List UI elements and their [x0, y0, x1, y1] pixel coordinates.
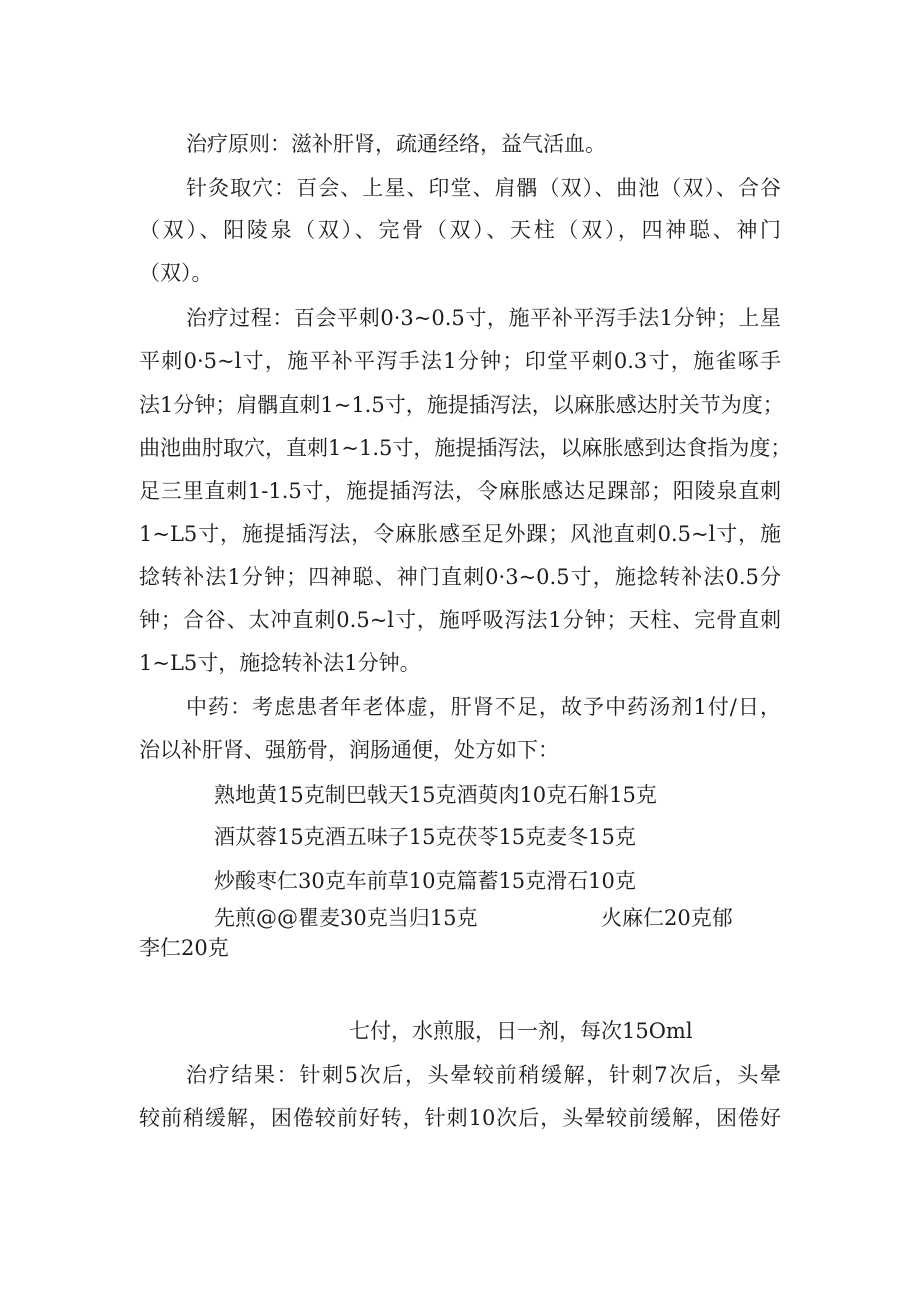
process-line-4: 曲池曲肘取穴，直刺1~1.5寸，施提插泻法，以麻胀感到达食指为度；	[139, 436, 792, 460]
process-line-3: 法1分钟；肩髃直刺1~1.5寸，施提插泻法，以麻胀感达肘关节为度；	[139, 393, 784, 417]
prescription-line-1: 熟地黄15克制巴戟天15克酒萸肉10克石斛15克	[214, 783, 657, 807]
prescription-line-5: 李仁20克	[139, 936, 229, 960]
prescription-line-2: 酒苁蓉15克酒五味子15克茯苓15克麦冬15克	[214, 825, 636, 849]
process-line-7: 捻转补法1分钟；四神聪、神门直刺0·3~0.5寸，施捻转补法0.5分	[139, 565, 781, 589]
process-line-8: 钟；合谷、太冲直刺0.5~l寸，施呼吸泻法1分钟；天柱、完骨直刺	[139, 608, 781, 632]
herbal-line-1: 中药：考虑患者年老体虚，肝肾不足，故予中药汤剂1付/日，	[186, 695, 781, 719]
acupoints-line-1: 针灸取穴：百会、上星、印堂、肩髃（双）、曲池（双）、合谷	[186, 176, 781, 200]
prescription-line-4a: 先煎@@瞿麦30克当归15克	[214, 906, 478, 930]
process-line-2: 平刺0·5~l寸，施平补平泻手法1分钟；印堂平刺0.3寸，施雀啄手	[139, 349, 781, 373]
process-line-1: 治疗过程：百会平刺0·3~0.5寸，施平补平泻手法1分钟；上星	[186, 306, 781, 330]
process-line-5: 足三里直刺1-1.5寸，施提插泻法，令麻胀感达足踝部；阳陵泉直刺	[139, 479, 781, 503]
result-line-1: 治疗结果：针刺5次后，头晕较前稍缓解，针刺7次后，头晕	[186, 1063, 781, 1087]
herbal-line-2: 治以补肝肾、强筋骨，润肠通便，处方如下：	[139, 738, 559, 762]
acupoints-line-3: （双）。	[139, 261, 213, 285]
prescription-line-4b: 火麻仁20克郁	[601, 906, 733, 930]
process-line-6: 1~L5寸，施提插泻法，令麻胀感至足外踝；风池直刺0.5~l寸，施	[139, 522, 781, 546]
process-line-9: 1~L5寸，施捻转补法1分钟。	[139, 651, 421, 675]
acupoints-line-2: （双）、阳陵泉（双）、完骨（双）、天柱（双），四神聪、神门	[139, 218, 781, 242]
dosage-line: 七付，水煎服，日一剂，每次15Oml	[349, 1019, 693, 1043]
treatment-principle: 治疗原则：滋补肝肾，疏通经络，益气活血。	[186, 132, 606, 156]
result-line-2: 较前稍缓解，困倦较前好转，针刺10次后，头晕较前缓解，困倦好	[139, 1106, 781, 1130]
prescription-line-3: 炒酸枣仁30克车前草10克篇蓄15克滑石10克	[214, 869, 636, 893]
